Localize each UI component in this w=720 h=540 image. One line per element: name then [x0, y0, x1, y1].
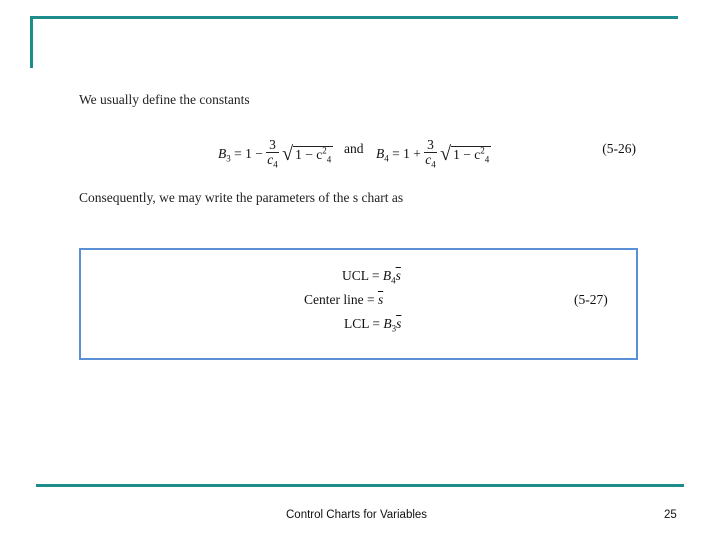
left-accent-bar: [30, 16, 33, 68]
equation-number-5-27: (5-27): [574, 292, 608, 307]
lcl-row: LCL = $B_3\overline{s}$: [344, 316, 402, 334]
bottom-accent-bar: [36, 484, 684, 487]
consequently-text: Consequently, we may write the parameters of the s chart as: [79, 190, 404, 205]
center-line-row: Center line = $\overline{s}$: [304, 292, 384, 307]
equation-number-5-26: (5-26): [602, 141, 636, 156]
page-number: 25: [664, 509, 677, 521]
b4-definition: $B_4 = 1$ + $\frac{3}{c_4}$ √ $1 - c^2_4$: [376, 137, 490, 170]
sqrt-1-minus-c4sq-b: √ $1 - c^2_4$: [440, 143, 490, 166]
s-chart-parameters-box: [79, 248, 638, 360]
intro-text: We usually define the constants: [79, 92, 250, 107]
ucl-row: UCL = $B_4\overline{s}$: [342, 268, 401, 286]
and-text: and: [344, 141, 364, 156]
b3-definition: $B_3 = 1$ − $\frac{3}{c_4}$ √ $1 - c^2_4$: [218, 137, 332, 170]
equation-5-26: [218, 130, 648, 174]
top-accent-bar: [30, 16, 678, 19]
sqrt-1-minus-c4sq: √ $1 - c^2_4$: [282, 143, 332, 166]
fraction-3-over-c4: $\frac{3}{c_4}$: [267, 137, 278, 170]
footer-title: Control Charts for Variables: [286, 509, 428, 521]
fraction-3-over-c4-b: $\frac{3}{c_4}$: [425, 137, 436, 170]
